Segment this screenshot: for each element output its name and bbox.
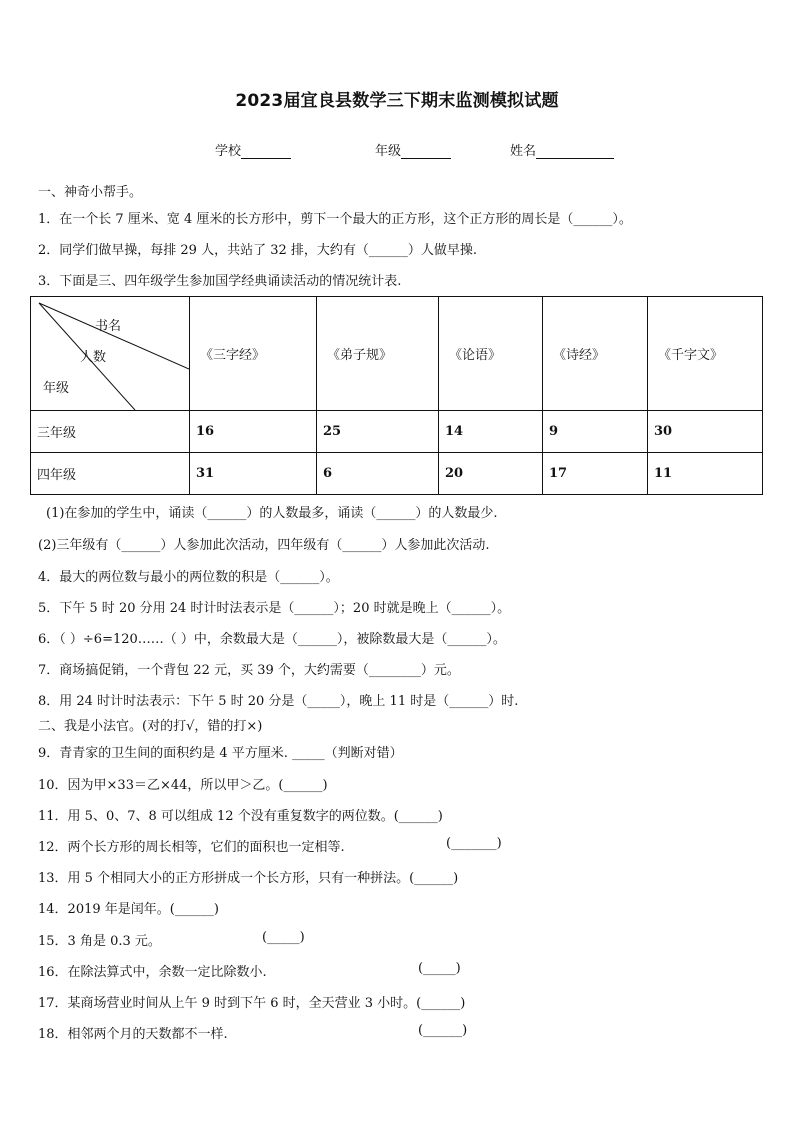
section-1-heading: 一、神奇小帮手。 xyxy=(38,185,143,200)
question-7: 7．商场搞促销，一个背包 22 元，买 39 个，大约需要（________）元。 xyxy=(38,663,460,678)
corner-book-label: 书名 xyxy=(95,319,122,334)
question-2: 2．同学们做早操，每排 29 人，共站了 32 排，大约有（______）人做早操. xyxy=(38,243,478,258)
section-2-heading: 二、我是小法官。(对的打√，错的打×) xyxy=(38,719,263,734)
question-3-part-1: (1)在参加的学生中，诵读（______）的人数最多，诵读（______）的人数最少. xyxy=(46,506,498,521)
question-15: 15．3 角是 0.3 元。 xyxy=(38,934,161,949)
question-16: 16．在除法算式中，余数一定比除数小. xyxy=(38,965,267,980)
row-label-grade3: 三年级 xyxy=(31,411,190,453)
school-label: 学校 xyxy=(215,144,242,159)
school-blank[interactable] xyxy=(241,144,291,159)
table-cell: 14 xyxy=(439,411,543,453)
page-title: 2023届宜良县数学三下期末监测模拟试题 xyxy=(235,91,559,111)
question-12-blank: (_______) xyxy=(446,836,502,851)
table-corner-cell xyxy=(31,297,190,411)
question-12: 12．两个长方形的周长相等，它们的面积也一定相等. xyxy=(38,840,345,855)
question-3: 3．下面是三、四年级学生参加国学经典诵读活动的情况统计表. xyxy=(38,274,402,289)
table-cell: 30 xyxy=(648,411,763,453)
grade-field xyxy=(375,140,451,159)
reading-stats-table xyxy=(30,296,763,495)
table-cell: 20 xyxy=(439,453,543,495)
corner-people-label: 人数 xyxy=(80,350,107,365)
name-field xyxy=(510,140,614,159)
question-3-part-2: (2)三年级有（______）人参加此次活动，四年级有（______）人参加此次活动. xyxy=(38,538,490,553)
header-lunyu: 《论语》 xyxy=(439,297,543,411)
question-4: 4．最大的两位数与最小的两位数的积是（______）。 xyxy=(38,570,339,585)
question-16-blank: (_____) xyxy=(418,961,461,976)
table-row xyxy=(31,453,763,495)
question-1: 1．在一个长 7 厘米、宽 4 厘米的长方形中，剪下一个最大的正方形，这个正方形的周长是（______）。 xyxy=(38,212,632,227)
question-9: 9．青青家的卫生间的面积约是 4 平方厘米. _____（判断对错） xyxy=(38,746,403,761)
table-header-row xyxy=(31,297,763,411)
question-17: 17．某商场营业时间从上午 9 时到下午 6 时，全天营业 3 小时。(______) xyxy=(38,996,466,1011)
question-18: 18．相邻两个月的天数都不一样. xyxy=(38,1027,228,1042)
corner-grade-label: 年级 xyxy=(43,381,70,396)
table-cell: 11 xyxy=(648,453,763,495)
question-13: 13．用 5 个相同大小的正方形拼成一个长方形，只有一种拼法。(______) xyxy=(38,871,459,886)
table-cell: 31 xyxy=(190,453,317,495)
question-15-blank: (_____) xyxy=(262,930,305,945)
table-cell: 17 xyxy=(543,453,648,495)
table-row xyxy=(31,411,763,453)
header-shijing: 《诗经》 xyxy=(543,297,648,411)
header-dizigui: 《弟子规》 xyxy=(317,297,439,411)
school-field xyxy=(215,140,291,159)
grade-label: 年级 xyxy=(375,144,402,159)
question-8: 8．用 24 时计时法表示：下午 5 时 20 分是（_____），晚上 11 时是（______）时. xyxy=(38,694,519,709)
name-blank[interactable] xyxy=(536,144,614,159)
question-14: 14．2019 年是闰年。(______) xyxy=(38,902,219,917)
question-6: 6．（ ）÷6=120……（ ）中，余数最大是（______），被除数最大是（______）。 xyxy=(38,632,506,647)
table-cell: 6 xyxy=(317,453,439,495)
table-cell: 16 xyxy=(190,411,317,453)
question-11: 11．用 5、0、7、8 可以组成 12 个没有重复数字的两位数。(______) xyxy=(38,809,443,824)
table-cell: 9 xyxy=(543,411,648,453)
question-18-blank: (______) xyxy=(418,1023,468,1038)
name-label: 姓名 xyxy=(510,144,537,159)
header-sanzijing: 《三字经》 xyxy=(190,297,317,411)
grade-blank[interactable] xyxy=(401,144,451,159)
header-qianziwen: 《千字文》 xyxy=(648,297,763,411)
question-5: 5．下午 5 时 20 分用 24 时计时法表示是（______）；20 时就是晚上（______）。 xyxy=(38,601,511,616)
question-10: 10．因为甲×33＝乙×44，所以甲＞乙。(______) xyxy=(38,778,328,793)
table-cell: 25 xyxy=(317,411,439,453)
row-label-grade4: 四年级 xyxy=(31,453,190,495)
